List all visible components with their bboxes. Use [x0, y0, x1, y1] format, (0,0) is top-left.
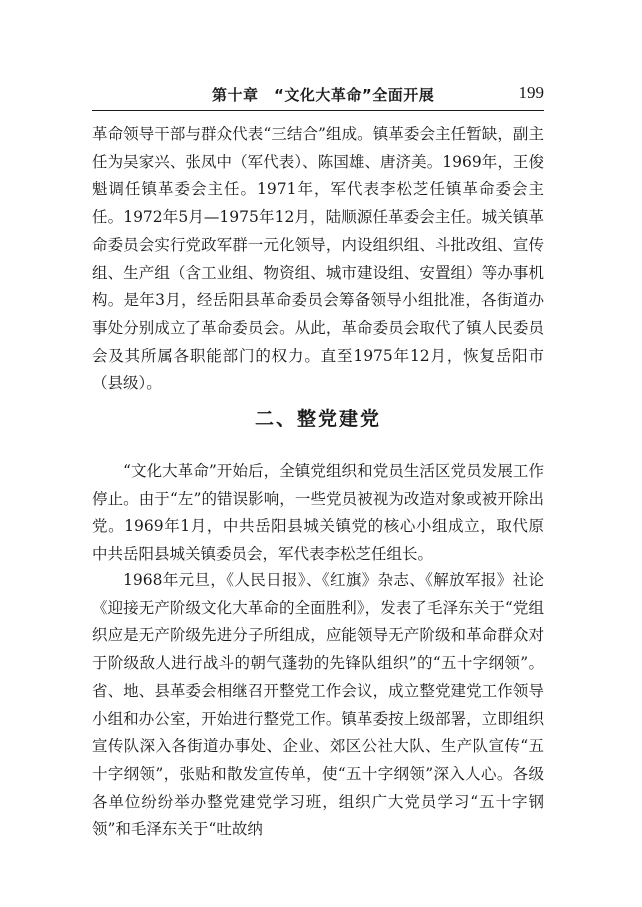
section-heading: 二、整党建党	[254, 408, 381, 430]
chapter-title: 第十章 “文化大革命”全面开展	[212, 86, 435, 104]
running-header	[92, 80, 544, 111]
body-paragraph: 1968年元旦，《人民日报》、《红旗》杂志、《解放军报》社论《迎接无产阶级文化大革命的全面胜利》，发表了毛泽东关于“党组织应是无产阶级先进分子所组成，应能领导无产阶级和革命群众对于阶级敌人进行战斗的朝气蓬勃的先锋队组织”的“五十字纲领”。省、地、县革委会相继召开整党工作会议，成立整党建党工作领导小组和办公室，开始进行整党工作。镇革委按上级部署，立即组织宣传队深入各街道办事处、企业、郊区公社大队、生产队宣传“五十字纲领”，张贴和散发宣传单，使“五十字纲领”深入人心。各级各单位纷纷举办整党建党学习班，组织广大党员学习“五十字钢领”和毛泽东关于“吐故纳	[92, 571, 544, 839]
page-number: 199	[518, 83, 544, 102]
body-paragraph: “文化大革命”开始后，全镇党组织和党员生活区党员发展工作停止。由于“左”的错误影响，一些党员被视为改造对象或被开除出党。1969年1月，中共岳阳县城关镇党的核心小组成立，取代原中共岳阳县城关镇委员会，军代表李松芝任组长。	[92, 462, 544, 564]
body-paragraph: 革命领导干部与群众代表“三结合”组成。镇革委会主任暂缺，副主任为吴家兴、张凤中（军代表）、陈国雄、唐济美。1969年，王俊魁调任镇革委会主任。1971年，军代表李松芝任镇革命委会主任。1972年5月—1975年12月，陆顺源任革委会主任。城关镇革命委员会实行党政军群一元化领导，内设组织组、斗批改组、宣传组、生产组（含工业组、物资组、城市建设组、安置组）等办事机构。是年3月，经岳阳县革命委员会筹备领导小组批准，各街道办事处分别成立了革命委员会。从此，革命委员会取代了镇人民委员会及其所属各职能部门的权力。直至1975年12月，恢复岳阳市（县级）。	[92, 125, 544, 393]
